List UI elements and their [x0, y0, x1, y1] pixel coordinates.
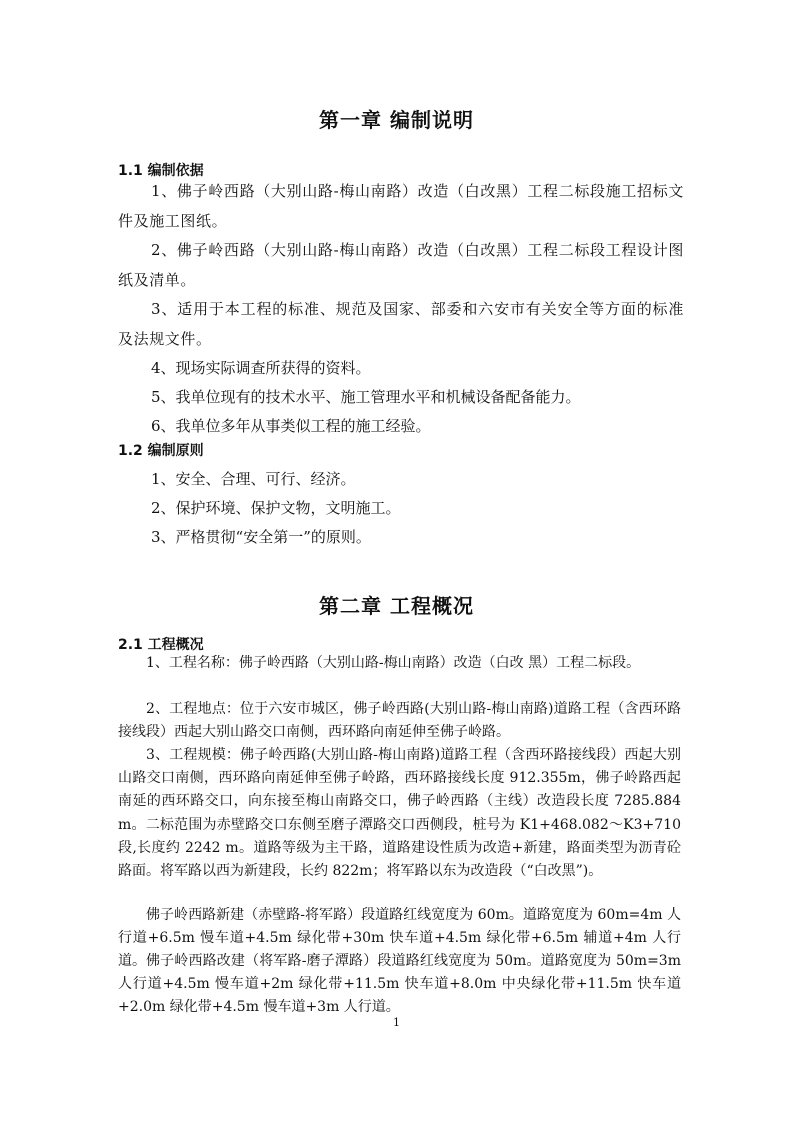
section-1-2-heading: 1.2 编制原则: [118, 443, 204, 459]
paragraph: 佛子岭西路新建（赤壁路-将军路）段道路红线宽度为 60m。道路宽度为 60m=4m 人行道+6.5m 慢车道+4.5m 绿化带+30m 快车道+4.5m 绿化带+6.5m 辅道+4m 人行道。: [118, 907, 681, 970]
paragraph: 6、我单位多年从事类似工程的施工经验。: [151, 417, 431, 435]
section-1-1-heading: 1.1 编制依据: [118, 163, 204, 179]
paragraph: 1、佛子岭西路（大别山路-梅山南路）改造（白改黑）工程二标段施工招标文件及施工图纸。: [118, 182, 684, 230]
paragraph: 佛子岭西路改建（将军路-磨子潭路）段道路红线宽度为 50m。道路宽度为 50m=3m 人行道+4.5m 慢车道+2m 绿化带+11.5m 快车道+8.0m 中央绿化带+11.5m 快车道+2.0m 绿化带+4.5m 慢车道+3m 人行道。: [118, 953, 681, 1016]
paragraph: 5、我单位现有的技术水平、施工管理水平和机械设备配备能力。: [151, 388, 581, 406]
paragraph: 2、佛子岭西路（大别山路-梅山南路）改造（白改黑）工程二标段工程设计图纸及清单。: [118, 241, 684, 289]
paragraph: 2、保护环境、保护文物，文明施工。: [151, 499, 401, 517]
paragraph: 1、安全、合理、可行、经济。: [151, 470, 356, 488]
paragraph: 1、工程名称：佛子岭西路（大别山路-梅山南路）改造（白改 黑）工程二标段。: [146, 655, 641, 671]
paragraph: 3、严格贯彻“安全第一”的原则。: [151, 528, 371, 546]
paragraph: 3、工程规模：佛子岭西路(大别山路-梅山南路)道路工程（含西环路接线段）西起大别山路交口南侧，西环路向南延伸至佛子岭路，西环路接线长度 912.355m，佛子岭路西起南延的西环路交口，向东接至梅山南路交口，佛子岭西路（主线）改造段长度 7285.884 m。二标范围为赤壁路交口东侧至磨子潭路交口西侧段，桩号为 K1+468.082～K3+710 段,长度约 2242 m。道路等级为主干路，道路建设性质为改造+新建，路面类型为沥青砼路面。将军路以西为新建段，长约 822m；将军路以东为改造段（“白改黑”)。: [118, 747, 681, 880]
page-number: 1: [393, 1016, 400, 1029]
chapter-1-title: 第一章 编制说明: [319, 108, 474, 132]
paragraph: 4、现场实际调查所获得的资料。: [151, 359, 371, 377]
chapter-2-title: 第二章 工程概况: [319, 594, 474, 618]
paragraph: 2、工程地点：位于六安市城区，佛子岭西路(大别山路-梅山南路)道路工程（含西环路接线段）西起大别山路交口南侧，西环路向南延伸至佛子岭路。: [118, 701, 681, 741]
section-2-1-heading: 2.1 工程概况: [118, 637, 204, 653]
paragraph: 3、适用于本工程的标准、规范及国家、部委和六安市有关安全等方面的标准及法规文件。: [118, 300, 684, 348]
